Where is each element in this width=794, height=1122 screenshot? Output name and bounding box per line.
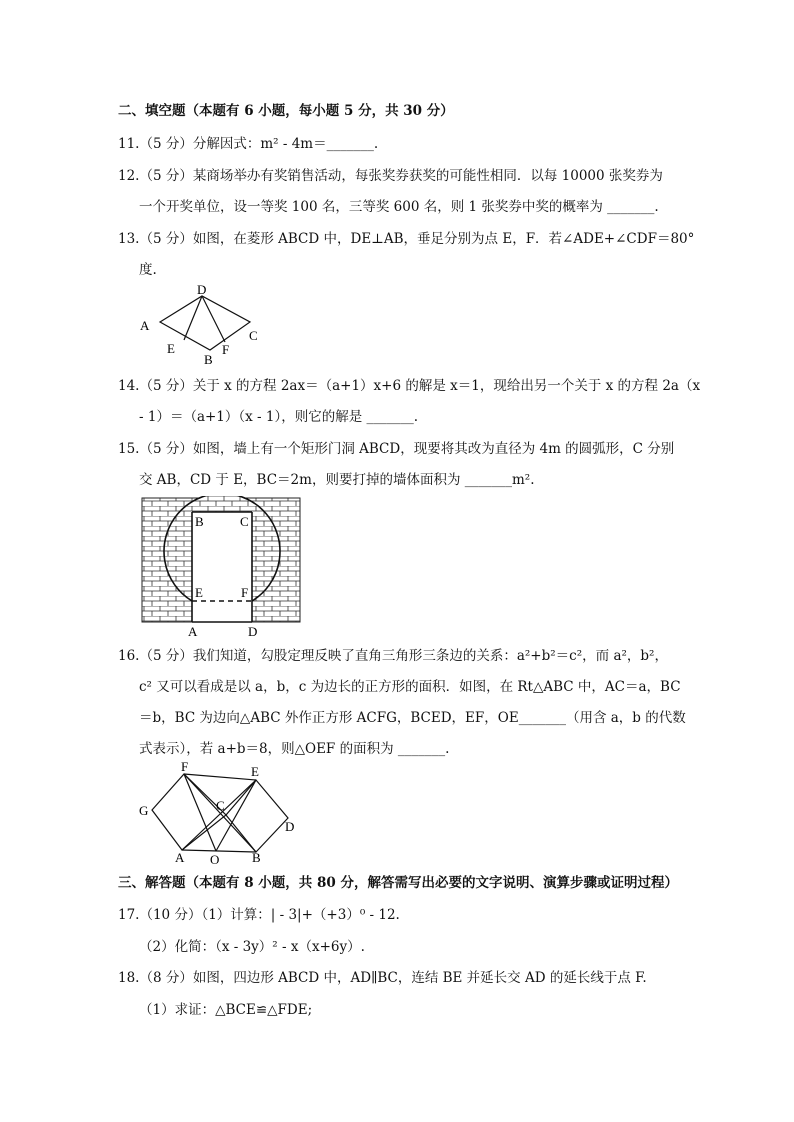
label-b: B: [252, 850, 261, 865]
squares-triangle-figure: [130, 760, 305, 868]
question-18-line-1: 18.（8 分）如图，四边形 ABCD 中，AD∥BC，连结 BE 并延长交 AD 的延长线于点 F.: [118, 970, 647, 986]
label-b: B: [204, 352, 213, 367]
label-b: B: [195, 514, 204, 529]
question-14-line-1: 14.（5 分）关于 x 的方程 2ax＝（a+1）x+6 的解是 x＝1，现给出另一个关于 x 的方程 2a（x: [118, 378, 701, 394]
label-c: C: [249, 328, 258, 343]
question-13-line-2: 度.: [139, 262, 157, 278]
rhombus-figure: [130, 282, 270, 372]
label-e: E: [167, 341, 175, 356]
section-2-header: 二、填空题（本题有 6 小题，每小题 5 分，共 30 分）: [118, 103, 454, 119]
question-16-line-4: 式表示），若 a+b＝8，则△OEF 的面积为 _______.: [139, 741, 450, 757]
label-c: C: [240, 514, 249, 529]
question-17-line-1: 17.（10 分）（1）计算：| - 3|+（+3）⁰ - 12.: [118, 907, 400, 923]
question-15-line-2: 交 AB，CD 于 E，BC＝2m，则要打掉的墙体面积为 _______m².: [139, 472, 535, 488]
question-12-line-1: 12.（5 分）某商场举办有奖销售活动，每张奖券获奖的可能性相同．以每 10000 张奖券为: [118, 168, 663, 184]
label-g: G: [139, 803, 149, 818]
question-15-line-1: 15.（5 分）如图，墙上有一个矩形门洞 ABCD，现要将其改为直径为 4m 的圆弧形，C 分别: [118, 441, 675, 457]
brick-wall-door-figure: [140, 496, 305, 638]
label-e: E: [195, 585, 203, 600]
question-12-line-2: 一个开奖单位，设一等奖 100 名，三等奖 600 名，则 1 张奖券中奖的概率为 _______.: [139, 199, 659, 215]
label-e: E: [251, 764, 259, 779]
label-f: F: [181, 760, 189, 774]
section-3-header: 三、解答题（本题有 8 小题，共 80 分，解答需写出必要的文字说明、演算步骤或证明过程）: [118, 875, 678, 891]
question-17-line-2: （2）化简：（x - 3y）² - x（x+6y）.: [139, 939, 365, 955]
question-14-line-2: - 1）＝（a+1）（x - 1），则它的解是 _______.: [139, 409, 419, 425]
label-a: A: [175, 850, 185, 865]
label-f: F: [222, 342, 230, 357]
label-f: F: [241, 585, 249, 600]
label-a: A: [140, 318, 150, 333]
question-13-line-1: 13.（5 分）如图，在菱形 ABCD 中，DE⊥AB，垂足分别为点 E，F．若∠ADE+∠CDF＝80°: [118, 231, 695, 247]
question-11: 11.（5 分）分解因式：m² - 4m＝_______.: [118, 136, 379, 152]
label-d: D: [248, 624, 258, 638]
label-d: D: [285, 819, 295, 834]
question-18-line-2: （1）求证：△BCE≌△FDE;: [139, 1002, 313, 1018]
question-16-line-1: 16.（5 分）我们知道，勾股定理反映了直角三角形三条边的关系：a²+b²＝c²，而 a²，b²，: [118, 648, 668, 664]
question-16-line-2: c² 又可以看成是以 a，b，c 为边长的正方形的面积．如图，在 Rt△ABC 中，AC＝a，BC: [139, 679, 681, 695]
question-16-line-3: ＝b，BC 为边向△ABC 外作正方形 ACFG，BCED，EF，OE_______（用含 a，b 的代数: [139, 710, 686, 726]
label-c: C: [216, 798, 225, 813]
label-o: O: [210, 852, 220, 867]
label-d: D: [197, 282, 207, 297]
label-a: A: [188, 624, 198, 638]
